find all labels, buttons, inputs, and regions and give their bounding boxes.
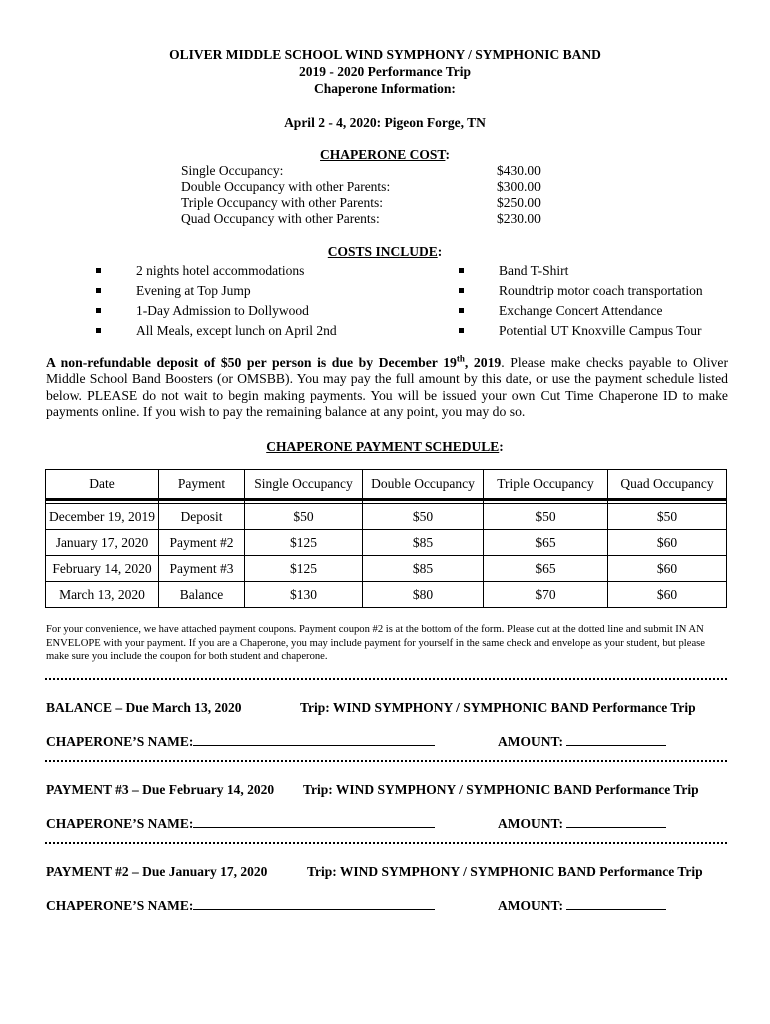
coupon-trip: Trip: WIND SYMPHONY / SYMPHONIC BAND Performance Trip xyxy=(300,700,696,715)
cost-label: Triple Occupancy with other Parents: xyxy=(181,195,383,210)
table-cell: $125 xyxy=(245,530,363,556)
bullet-icon xyxy=(459,288,464,293)
payment-schedule-table xyxy=(45,469,727,608)
document-subtitle: 2019 - 2020 Performance Trip xyxy=(299,64,471,79)
cut-line xyxy=(45,842,727,844)
bullet-icon xyxy=(459,308,464,313)
table-cell: $50 xyxy=(363,504,484,530)
amount-field[interactable]: AMOUNT: xyxy=(498,733,666,750)
chaperone-name-field[interactable]: CHAPERONE’S NAME: xyxy=(46,815,435,832)
document-title: OLIVER MIDDLE SCHOOL WIND SYMPHONY / SYMPHONIC BAND xyxy=(169,47,601,62)
bullet-icon xyxy=(459,268,464,273)
bullet-icon xyxy=(96,308,101,313)
table-cell: February 14, 2020 xyxy=(46,556,159,582)
coupon-trip: Trip: WIND SYMPHONY / SYMPHONIC BAND Performance Trip xyxy=(307,864,703,879)
table-cell: Balance xyxy=(159,582,245,608)
cost-amount: $230.00 xyxy=(497,211,541,226)
table-row xyxy=(46,530,727,556)
column-header: Quad Occupancy xyxy=(608,470,727,500)
table-cell: $130 xyxy=(245,582,363,608)
schedule-heading: CHAPERONE PAYMENT SCHEDULE: xyxy=(266,439,504,454)
chaperone-name-field[interactable]: CHAPERONE’S NAME: xyxy=(46,733,435,750)
column-header: Double Occupancy xyxy=(363,470,484,500)
trip-dates: April 2 - 4, 2020: Pigeon Forge, TN xyxy=(284,115,486,130)
table-cell: Payment #3 xyxy=(159,556,245,582)
table-cell: $50 xyxy=(484,504,608,530)
table-header-row xyxy=(46,470,727,500)
column-header: Triple Occupancy xyxy=(484,470,608,500)
bullet-icon xyxy=(459,328,464,333)
table-cell: $60 xyxy=(608,530,727,556)
deposit-paragraph: A non-refundable deposit of $50 per person is due by December 19th, 2019. Please make checks payable to Oliver Middle School Band Boosters (or OMSBB). You may pay the full amount by this date, or use the payment schedule listed below. PLEASE do not wait to begin making payments. You will be issued your own Cut Time Chaperone ID to make payments online. If you wish to pay the remaining balance at any point, you may do so. xyxy=(46,353,729,419)
cost-label: Single Occupancy: xyxy=(181,163,284,178)
bullet-icon xyxy=(96,328,101,333)
table-cell: $80 xyxy=(363,582,484,608)
cost-label: Double Occupancy with other Parents: xyxy=(181,179,391,194)
table-cell: January 17, 2020 xyxy=(46,530,159,556)
table-cell: December 19, 2019 xyxy=(46,504,159,530)
table-cell: $70 xyxy=(484,582,608,608)
document-section-title: Chaperone Information: xyxy=(314,81,456,96)
amount-field[interactable]: AMOUNT: xyxy=(498,815,666,832)
table-cell: $60 xyxy=(608,582,727,608)
column-header: Date xyxy=(46,470,159,500)
cost-label: Quad Occupancy with other Parents: xyxy=(181,211,380,226)
table-row xyxy=(46,582,727,608)
table-cell: $60 xyxy=(608,556,727,582)
column-header: Payment xyxy=(159,470,245,500)
table-cell: Deposit xyxy=(159,504,245,530)
cost-amount: $430.00 xyxy=(497,163,541,178)
table-row xyxy=(46,504,727,530)
table-cell: $65 xyxy=(484,530,608,556)
includes-heading: COSTS INCLUDE: xyxy=(327,244,443,259)
chaperone-name-field[interactable]: CHAPERONE’S NAME: xyxy=(46,897,435,914)
table-cell: $85 xyxy=(363,530,484,556)
cost-heading: CHAPERONE COST: xyxy=(320,147,450,162)
table-cell: March 13, 2020 xyxy=(46,582,159,608)
bullet-icon xyxy=(96,268,101,273)
table-cell: $85 xyxy=(363,556,484,582)
table-cell: $50 xyxy=(245,504,363,530)
amount-field[interactable]: AMOUNT: xyxy=(498,897,666,914)
cut-line xyxy=(45,760,727,762)
column-header: Single Occupancy xyxy=(245,470,363,500)
table-cell: $50 xyxy=(608,504,727,530)
table-cell: $125 xyxy=(245,556,363,582)
cost-amount: $250.00 xyxy=(497,195,541,210)
cut-line xyxy=(45,678,727,680)
table-row xyxy=(46,556,727,582)
table-cell: Payment #2 xyxy=(159,530,245,556)
coupon-note: For your convenience, we have attached payment coupons. Payment coupon #2 is at the bottom of the form. Please cut at the dotted line and submit IN AN ENVELOPE with your payment. If you are a Chaperone, you may include payment for yourself in the same check and envelope as your student, but please make sure you include the coupon for both student and chaperone. xyxy=(46,624,705,662)
cost-amount: $300.00 xyxy=(497,179,541,194)
coupon-due: BALANCE – Due March 13, 2020 xyxy=(46,700,242,715)
bullet-icon xyxy=(96,288,101,293)
coupon-due: PAYMENT #3 – Due February 14, 2020 xyxy=(46,782,275,797)
coupon-trip: Trip: WIND SYMPHONY / SYMPHONIC BAND Performance Trip xyxy=(303,782,699,797)
coupon-due: PAYMENT #2 – Due January 17, 2020 xyxy=(46,864,268,879)
table-cell: $65 xyxy=(484,556,608,582)
